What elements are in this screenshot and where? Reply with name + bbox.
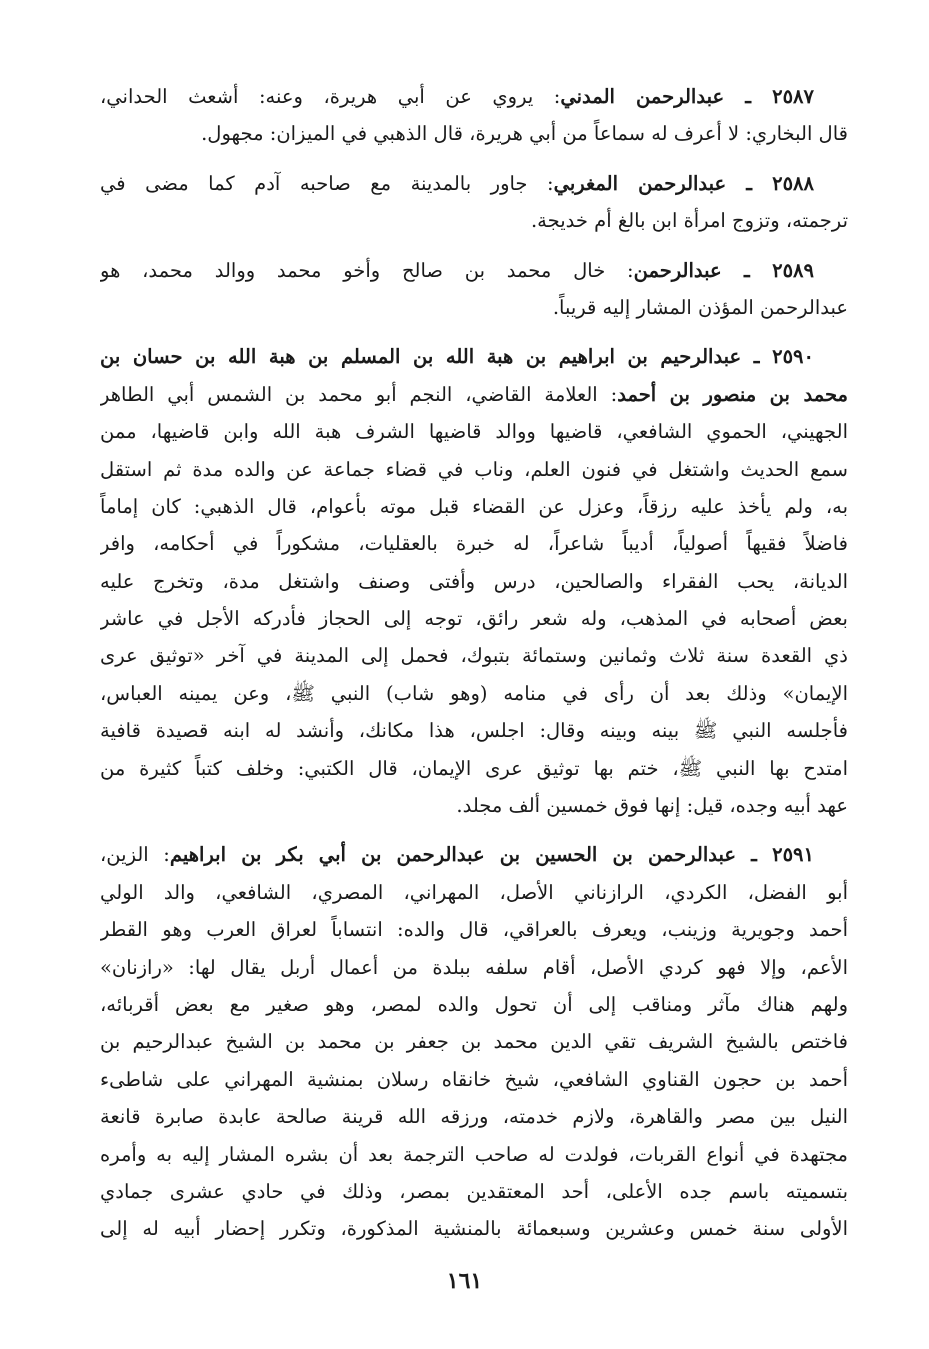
entry-line: ولهم هناك مآثر ومناقب إلى أن تحول والده لمصر، وهو صغير مع بعض أقربائه، [100, 992, 848, 1016]
entry-line: فأجلسه النبي ﷺ بينه وبينه وقال: اجلس، هذا مكانك، وأنشد له ابنه قصيدة قافية [100, 719, 848, 743]
entry-line: فاضلاً فقيهاً أصولياً، أديباً شاعراً، له خبرة بالعقليات، مشكوراً في أحكامه، وافر [100, 532, 848, 556]
entry-first-line: ٢٥٩٠ ـ عبدالرحيم بن ابراهيم بن هبة الله بن المسلم بن هبة الله بن حسان بن [100, 345, 814, 369]
entry-text: : يروي عن أبي هريرة، وعنه: أشعث الحداني، [100, 85, 561, 108]
entry-first-line: ٢٥٨٨ ـ عبدالرحمن المغربي: جاور بالمدينة مع صاحبه آدم كما مضى في [100, 171, 814, 195]
entry-line: ذي القعدة سنة ثلاث وثمانين وستمائة بتبوك، فحمل إلى المدينة في آخر «توثيق عرى [100, 644, 848, 668]
entry-text: : خال محمد بن صالح وأخو محمد ووالد محمد، هو [100, 258, 634, 282]
entry-line: أحمد وجويرية وزينب، ويعرف بالعراقي، قال والده: انتساباً لعراق العرب وهو القطر [100, 918, 848, 942]
entry-text: : جاور بالمدينة مع صاحبه آدم كما مضى في [100, 171, 554, 195]
entry-first-line: ٢٥٩١ ـ عبدالرحمن بن الحسين بن عبدالرحمن بن أبي بكر بن ابراهيم: الزين، [100, 843, 814, 867]
entry-line: بعض أصحابه في المذهب، وله شعر رائق، توجه إلى الحجاز فأدركه الأجل في عاشر [100, 607, 848, 631]
entry-text: : الزين، [100, 843, 170, 867]
entry-line: أبو الفضل، الكردي، الرازناني الأصل، المهراني، المصري، الشافعي، والد الولي [100, 880, 848, 904]
entry-2591 [100, 836, 848, 1247]
entry-line: أحمد بن حجون القناوي الشافعي، شيخ خانقاه رسلان بمنشية المهراني على شاطىء [100, 1067, 848, 1091]
entry-heading: عبدالرحمن المدني [560, 85, 725, 108]
entry-line: النيل بين مصر والقاهرة، ولازم خدمته، ورزقه الله قرينة صالحة عابدة صابرة قانعة [100, 1105, 848, 1129]
entry-line: عهد أبيه وجده، قيل: إنها فوق خمسين ألف مجلد. [456, 794, 848, 818]
entry-heading: عبدالرحمن المغربي [553, 171, 727, 195]
entry-line: فاختص بالشيخ الشريف تقي الدين محمد بن جعفر بن محمد بن الشيخ عبدالرحيم بن [100, 1030, 848, 1054]
entry-line: عبدالرحمن المؤذن المشار إليه قريباً. [552, 295, 848, 319]
entry-number: ٢٥٨٩ [772, 258, 814, 282]
page-body [100, 78, 848, 1260]
entry-line: سمع الحديث واشتغل في فنون العلم، وناب في قضاء جماعة عن والده مدة ثم استقل [100, 457, 848, 481]
entry-heading: عبدالرحمن [633, 258, 722, 282]
entry-line: الديانة، يحب الفقراء والصالحين، درس وأفتى وصنف واشتغل مدة، وتخرج عليه [100, 569, 848, 593]
entry-heading: عبدالرحمن بن الحسين بن عبدالرحمن بن أبي بكر بن ابراهيم [169, 843, 736, 867]
entry-heading-continued: محمد بن منصور بن أحمد [617, 382, 848, 406]
entry-number: ٢٥٩١ [772, 843, 814, 867]
entry-number: ٢٥٨٨ [772, 171, 814, 195]
entry-heading: عبدالرحيم بن ابراهيم بن هبة الله بن المسلم بن هبة الله بن حسان بن [100, 345, 742, 369]
entry-line: مجتهدة في أنواع القربات، فولدت له صاحب الترجمة بعد أن بشره المشار إليه به وأمره [100, 1142, 848, 1166]
entry-second-line [100, 376, 848, 413]
entry-2587 [100, 78, 848, 153]
page-number: ١٦١ [446, 1268, 483, 1294]
entry-line: الأولى سنة خمس وعشرين وسبعمائة بالمنشية المذكورة، وتكرر إحضار أبيه له إلى [100, 1217, 848, 1241]
entry-line: قال البخاري: لا أعرف له سماعاً من أبي هريرة، قال الذهبي في الميزان: مجهول. [201, 122, 848, 146]
entry-line: الإيمان» وذلك بعد أن رأى في منامه (وهو شاب) النبي ﷺ، وعن يمينه العباس، [100, 681, 848, 705]
entry-text: : العلامة القاضي، النجم أبو محمد بن الشمس أبي الطاهر [100, 382, 618, 406]
entry-first-line: ٢٥٨٧ ـ عبدالرحمن المدني: يروي عن أبي هريرة، وعنه: أشعث الحداني، [100, 85, 814, 108]
entry-line: امتدح بها النبي ﷺ، ختم بها توثيق عرى الإيمان، قال الكتبي: وخلف كتباً كثيرة من [100, 756, 848, 780]
entry-number: ٢٥٨٧ [772, 85, 814, 108]
entry-line: الأعم، وإلا فهو كردي الأصل، أقام سلفه ببلدة من أعمال أربل يقال لها: «رازنان» [100, 955, 848, 979]
entry-line: ترجمته، وتزوج امرأة ابن بالغ أم خديجة. [530, 209, 848, 233]
entry-2589 [100, 252, 848, 327]
entry-line: به، ولم يأخذ عليه رزقاً، وعزل عن القضاء قبل موته بأعوام، قال الذهبي: كان إماماً [100, 494, 848, 518]
entry-line: بتسميته باسم جده الأعلى، أحد المعتقدين بمصر، وذلك في حادي عشرى جمادي [100, 1179, 848, 1203]
entry-first-line: ٢٥٨٩ ـ عبدالرحمن: خال محمد بن صالح وأخو محمد ووالد محمد، هو [100, 258, 814, 282]
entry-2590 [100, 338, 848, 824]
entry-2588 [100, 165, 848, 240]
entry-number: ٢٥٩٠ [772, 345, 814, 369]
entry-line: الجهيني، الحموي الشافعي، قاضيها ووالد قاضيها الشرف هبة الله وابن قاضيها، ممن [100, 420, 848, 444]
